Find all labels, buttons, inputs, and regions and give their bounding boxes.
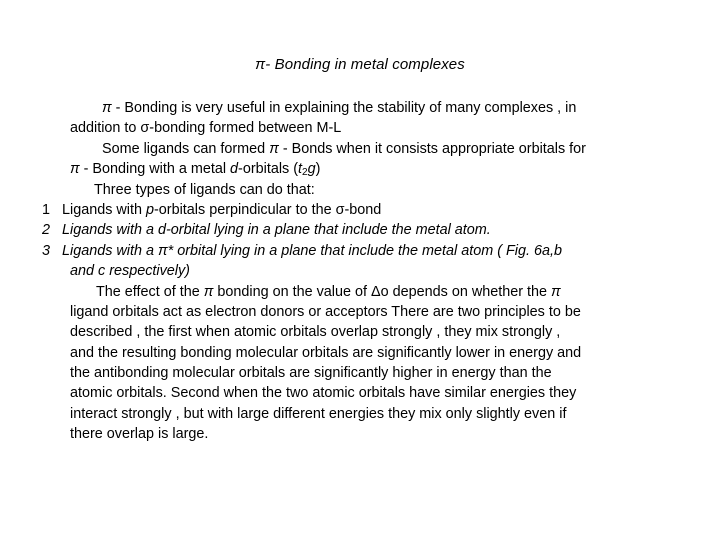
para2-text-d: -orbitals ( (238, 161, 299, 178)
pi-symbol: π (203, 283, 214, 300)
slide-body (42, 98, 682, 445)
pi-symbol: π (70, 161, 80, 178)
para2-line2 (42, 159, 682, 179)
para2-line1 (42, 139, 682, 159)
list-text: Ligands with a d-orbital lying in a plane that include the metal atom. (62, 222, 491, 239)
para4-text-a: The effect of the (96, 283, 204, 300)
para4-line: atomic orbitals. Second when the two atomic orbitals have similar energies they (70, 385, 577, 402)
para4-line1 (42, 282, 682, 302)
list-item-3 (42, 241, 682, 261)
list-number: 2 (42, 222, 51, 239)
d-symbol: d (230, 161, 239, 178)
p-symbol: p (146, 201, 155, 218)
para2-text-b: - Bonds when it consists appropriate orbitals for (278, 140, 586, 157)
slide-title: π- Bonding in metal complexes (255, 56, 465, 73)
list-number: 3 (42, 242, 51, 259)
pi-symbol: π (269, 140, 279, 157)
list-number: 1 (42, 201, 51, 218)
para1-text: - Bonding is very useful in explaining the stability of many complexes , in (111, 100, 577, 116)
para4-line: interact strongly , but with large different energies they mix only slightly even if (70, 405, 567, 422)
list-text: Ligands with a π* orbital lying in a plane that include the metal atom ( Fig. 6a,b (62, 242, 563, 259)
list-item-1 (42, 200, 682, 220)
para4-text-b: bonding on the value of Δo depends on whether the (213, 283, 552, 300)
pi-symbol: π (551, 283, 561, 300)
para2-text-a: Some ligands can formed (102, 140, 270, 157)
t-symbol: t (298, 161, 303, 178)
pi-symbol: π (102, 100, 112, 116)
para4-line: described , the first when atomic orbitals overlap strongly , they mix strongly , (70, 324, 561, 341)
para4-line: the antibonding molecular orbitals are significantly higher in energy than the (70, 365, 552, 382)
list-item-3-cont: and c respectively) (70, 263, 190, 280)
para4-line: and the resulting bonding molecular orbitals are significantly lower in energy and (70, 344, 582, 361)
list-item-2 (42, 220, 682, 240)
para2-text-e: ) (315, 161, 321, 178)
g-symbol: g (307, 161, 316, 178)
subscript-2: 2 (302, 167, 308, 179)
para3-line: Three types of ligands can do that: (94, 181, 315, 198)
para4-line: ligand orbitals act as electron donors or acceptors There are two principles to be (70, 303, 581, 320)
para2-text-c: - Bonding with a metal (79, 161, 231, 178)
para1-line2: addition to σ-bonding formed between M-L (70, 120, 342, 137)
list-text-b: -orbitals perpindicular to the σ-bond (154, 201, 382, 218)
para1-line1 (42, 98, 682, 118)
para4-line: there overlap is large. (70, 426, 209, 443)
list-text-a: Ligands with (62, 201, 146, 218)
